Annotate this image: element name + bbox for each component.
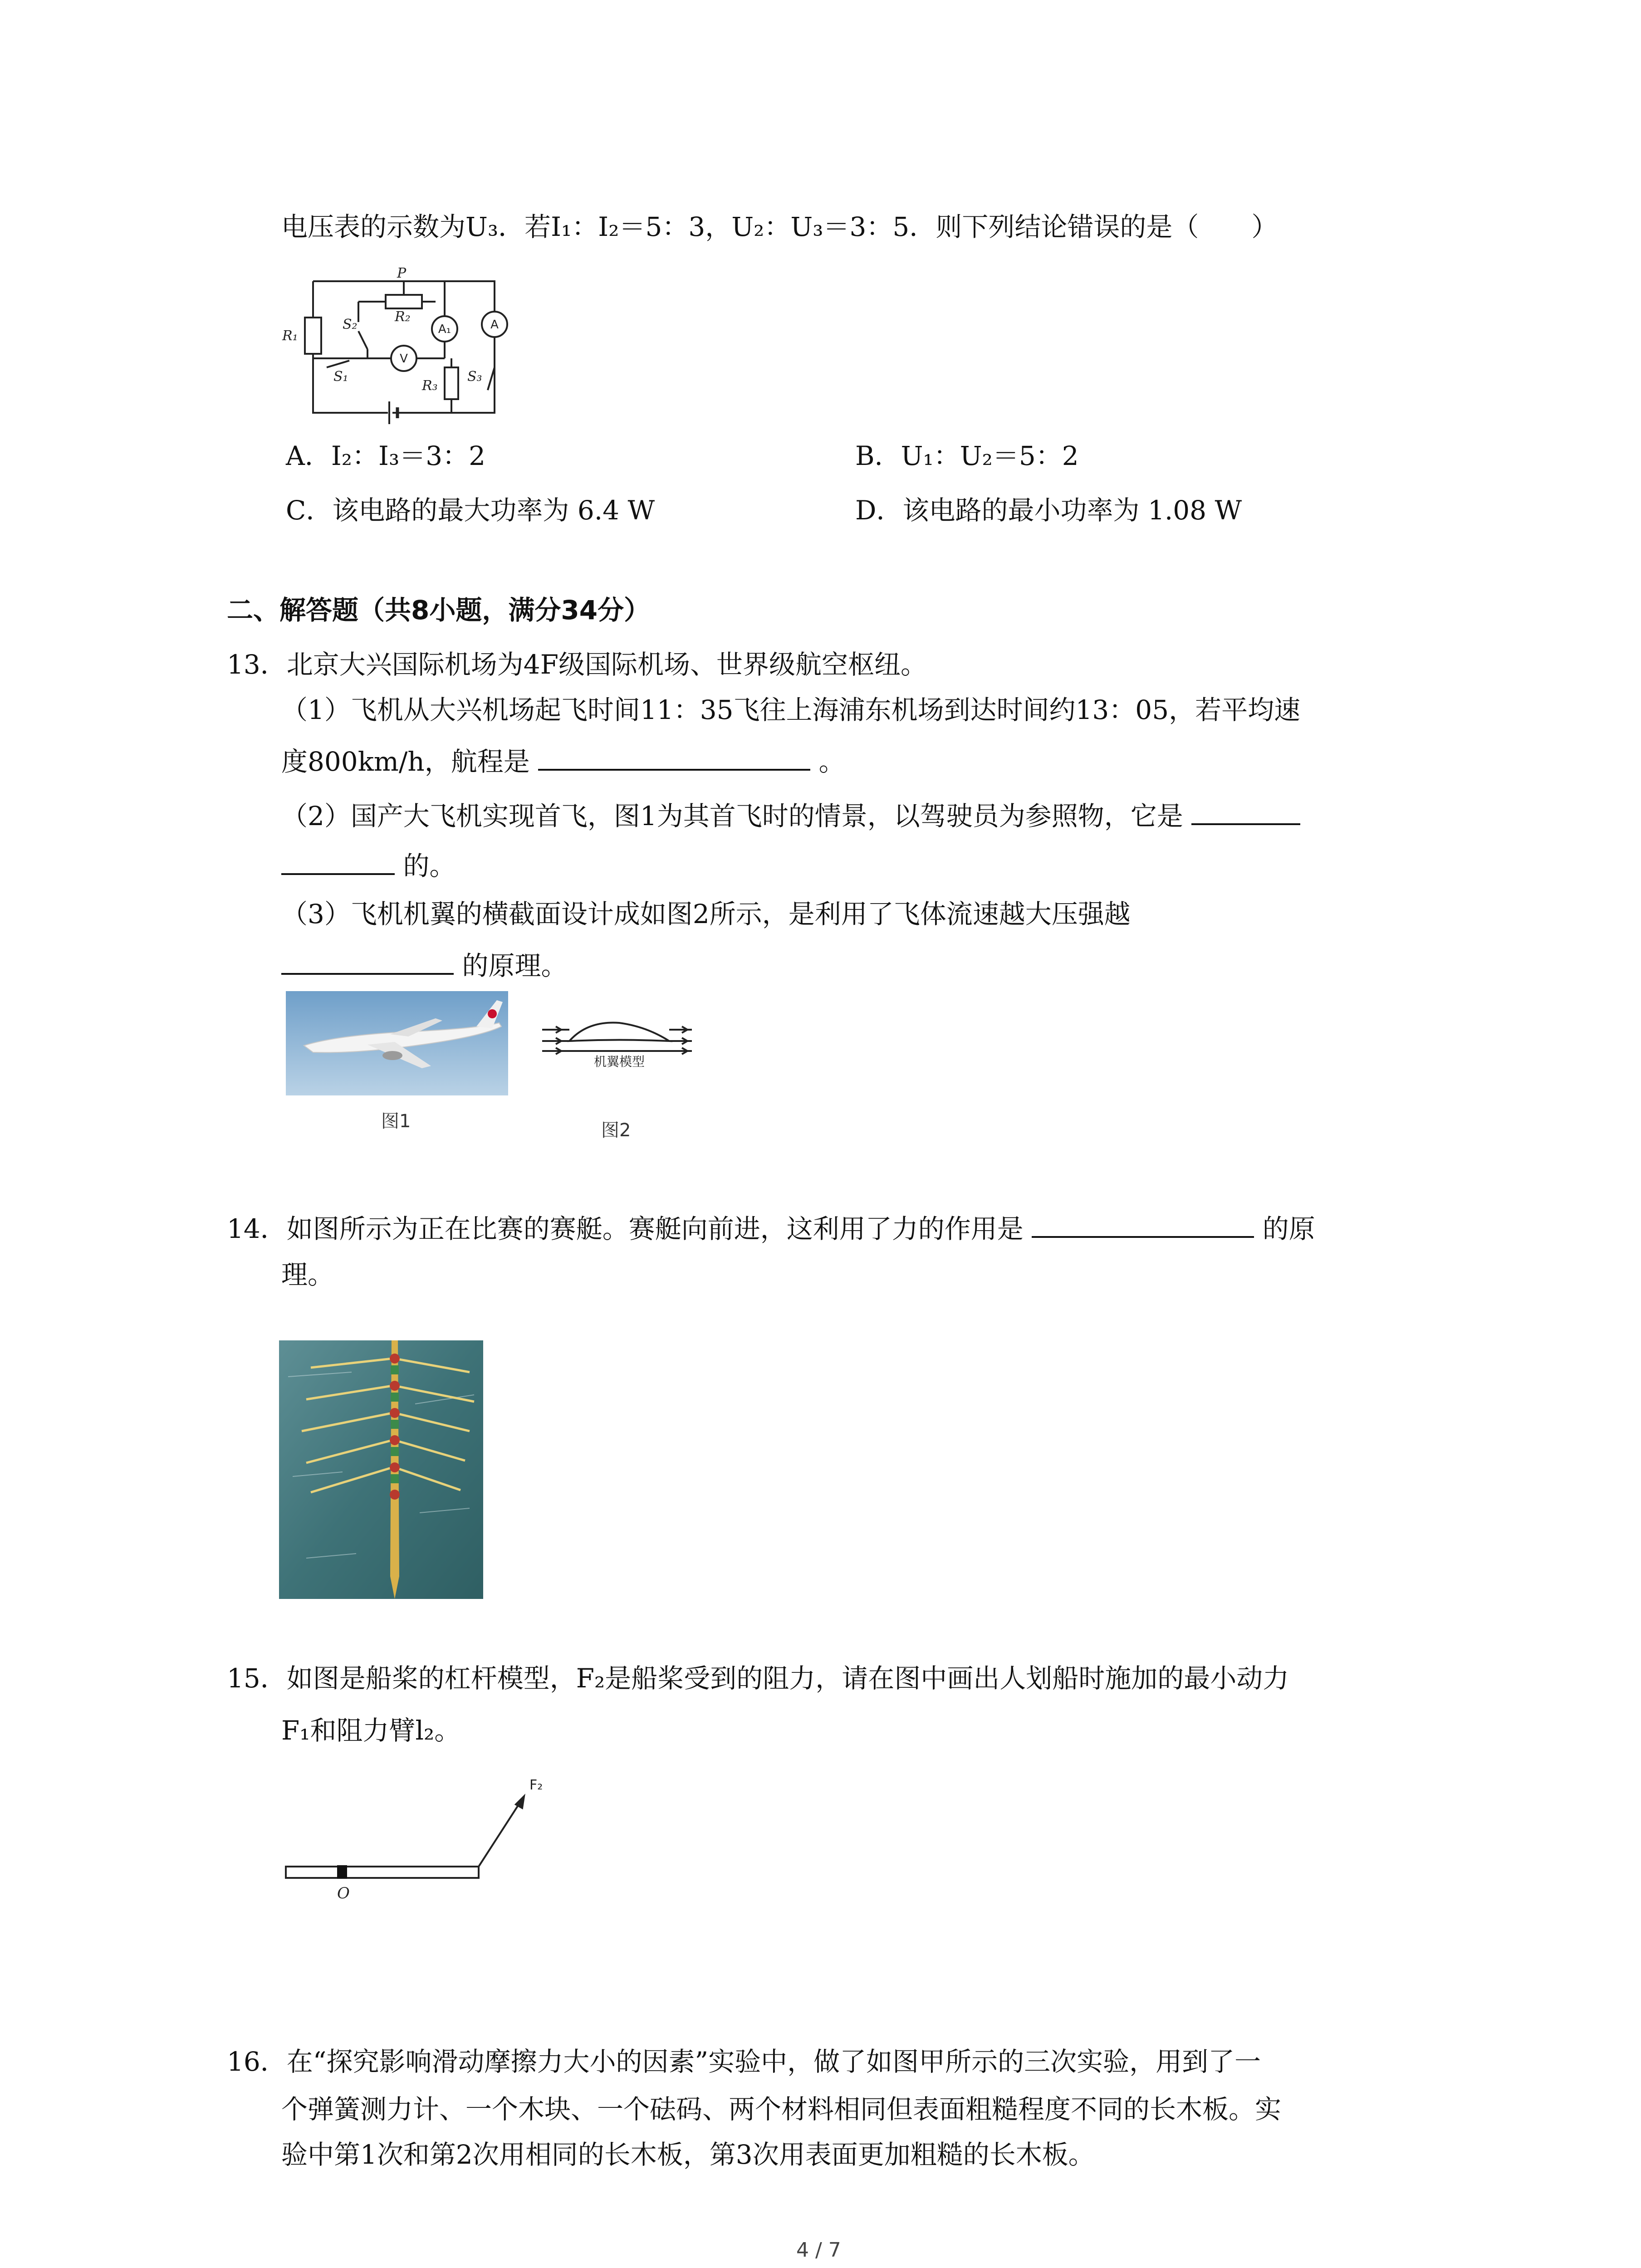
q12-option-c: C．该电路的最大功率为 6.4 W	[286, 495, 655, 526]
oar-lever-diagram	[284, 1769, 556, 1901]
answer-blank-force[interactable]	[1032, 1209, 1254, 1238]
answer-blank-reference-b[interactable]	[281, 846, 395, 875]
q13-stem: 13．北京大兴国际机场为4F级国际机场、世界级航空枢纽。	[227, 649, 927, 680]
fulcrum-o-label: O	[337, 1884, 350, 1901]
label-r2: R₂	[395, 309, 411, 325]
q12-stem-tail: 电压表的示数为U₃．若I₁：I₂＝5：3，U₂：U₃＝3：5．则下列结论错误的是（ ）	[281, 211, 1278, 242]
fig1-caption: 图1	[381, 1111, 411, 1132]
airplane-photo	[286, 991, 508, 1095]
page-number: 4 / 7	[796, 2239, 841, 2262]
q16-line3: 验中第1次和第2次用相同的长木板，第3次用表面更加粗糙的长木板。	[281, 2139, 1095, 2170]
circuit-diagram	[281, 263, 517, 431]
q16-line2: 个弹簧测力计、一个木块、一个砝码、两个材料相同但表面粗糙程度不同的长木板。实	[281, 2094, 1282, 2125]
wing-model-diagram	[538, 1014, 701, 1068]
section-title: 二、解答题（共8小题，满分34分）	[227, 595, 651, 626]
q13-part1-line2: 度800km/h，航程是 。	[281, 742, 845, 780]
rowing-boat-photo	[279, 1340, 483, 1599]
answer-blank-pressure[interactable]	[281, 946, 454, 975]
q12-option-a: A．I₂：I₃＝3：2	[286, 440, 486, 471]
label-s2: S₂	[343, 317, 358, 332]
label-p: P	[397, 265, 407, 281]
label-a: A	[490, 318, 499, 332]
q13-part3-line1: （3）飞机机翼的横截面设计成如图2所示，是利用了飞体流速越大压强越	[281, 899, 1131, 929]
q14-line1: 14．如图所示为正在比赛的赛艇。赛艇向前进，这利用了力的作用是 的原	[227, 1209, 1315, 1247]
label-s1: S₁	[333, 369, 348, 385]
answer-blank-reference-a[interactable]	[1191, 796, 1300, 825]
q14-line2: 理。	[281, 1259, 334, 1290]
label-r1: R₁	[282, 328, 298, 344]
q13-part3-line2: 的原理。	[281, 946, 567, 984]
q12-option-b: B．U₁：U₂＝5：2	[855, 440, 1079, 471]
q16-line1: 16．在“探究影响滑动摩擦力大小的因素”实验中，做了如图甲所示的三次实验，用到了一	[227, 2046, 1261, 2077]
fig2-caption: 图2	[601, 1120, 631, 1141]
label-s3: S₃	[467, 369, 482, 385]
label-a1: A₁	[438, 323, 451, 336]
q15-line1: 15．如图是船桨的杠杆模型，F₂是船桨受到的阻力，请在图中画出人划船时施加的最小动力	[227, 1663, 1289, 1694]
q13-part1-line1: （1）飞机从大兴机场起飞时间11：35飞往上海浦东机场到达时间约13：05，若平均速	[281, 694, 1301, 725]
label-r3: R₃	[422, 378, 438, 394]
label-v: V	[400, 352, 408, 366]
q12-option-d: D．该电路的最小功率为 1.08 W	[855, 495, 1242, 526]
q13-part2-line2: 的。	[281, 846, 456, 884]
f2-label: F₂	[529, 1777, 543, 1793]
answer-blank-range[interactable]	[538, 742, 810, 771]
wing-model-label: 机翼模型	[593, 1054, 645, 1068]
q13-part2-line1: （2）国产大飞机实现首飞，图1为其首飞时的情景，以驾驶员为参照物，它是	[281, 796, 1300, 834]
q15-line2: F₁和阻力臂l₂。	[281, 1715, 461, 1746]
